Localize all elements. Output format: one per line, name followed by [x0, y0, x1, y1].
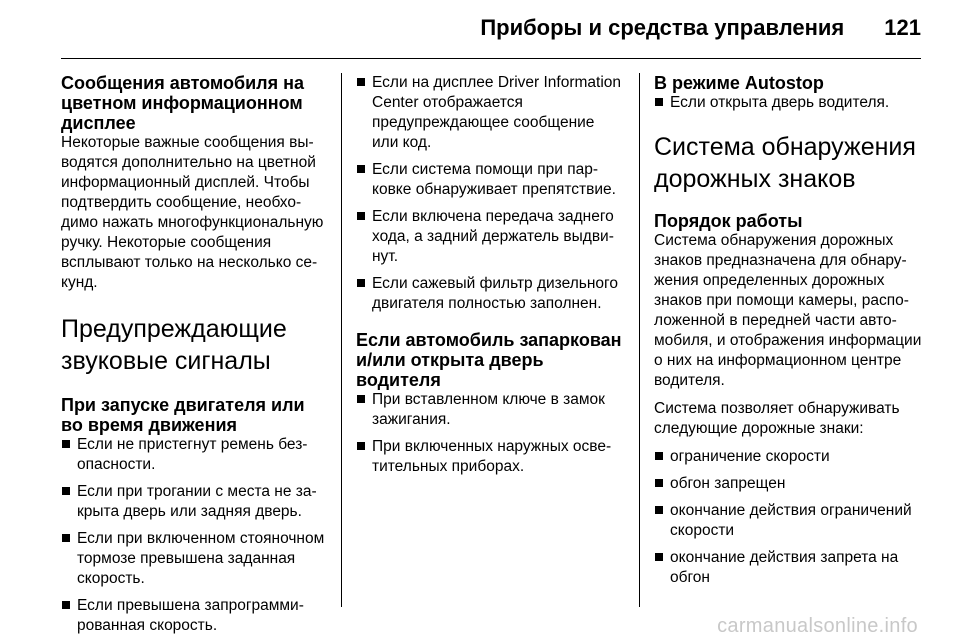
list-item: Если открыта дверь водителя.: [654, 93, 924, 113]
section-heading-color-display: Сообщения автомобиля на цветном информационном дисплее: [61, 73, 304, 133]
watermark: carmanualsonline.info: [717, 615, 918, 637]
header-rule: [61, 58, 921, 59]
page-title: Приборы и средства управления: [480, 15, 845, 40]
list-item: Если сажевый фильтр дизельного двигателя полностью заполнен.: [356, 274, 622, 314]
column-3: [654, 73, 924, 588]
page-header: [0, 8, 921, 48]
list-item: окончание действия запрета на обгон: [654, 548, 924, 588]
list-item: обгон запрещен: [654, 474, 924, 494]
operation-paragraph-2: Система позволяет обнаруживать следующие дорожные знаки:: [654, 400, 900, 437]
column-divider-2: [639, 73, 640, 607]
subsection-heading-operation: Порядок работы: [654, 211, 803, 231]
column-2: [356, 73, 622, 477]
bullet-list-engine-start: [61, 435, 327, 636]
column-1: [61, 73, 327, 636]
subsection-heading-autostop: В режиме Autostop: [654, 73, 824, 93]
list-item: Если включена передача заднего хода, а задний держатель выдвинут.: [356, 207, 622, 267]
bullet-list-continued: [356, 73, 622, 314]
list-item: Если не пристегнут ремень безопасности.: [61, 435, 327, 475]
list-item: Если превышена запрограммированная скорость.: [61, 596, 327, 636]
section-heading-warning-chimes: Предупреждающие звуковые сигналы: [61, 315, 287, 375]
list-item: При включенных наружных осветительных приборах.: [356, 437, 622, 477]
list-item: При вставленном ключе в замок зажигания.: [356, 390, 622, 430]
section-text-color-display: Некоторые важные сообщения выводятся дополнительно на цветной информационный дисплей. Чтобы подтвердить сообщение, необходимо нажать многофункциональную ручку. Некоторые сообщения всплывают только на несколько секунд.: [61, 134, 324, 291]
column-divider-1: [341, 73, 342, 607]
bullet-list-signs: [654, 447, 924, 588]
operation-paragraph-1: Система обнаружения дорожных знаков предназначена для обнаружения определенных дорожных знаков при помощи камеры, расположенной в передней части автомобиля, и отображения информации о них на информационном центре водителя.: [654, 232, 922, 389]
subsection-heading-engine-start: При запуске двигателя или во время движения: [61, 395, 305, 435]
section-heading-traffic-sign-recognition: Система обнаружения дорожных знаков: [654, 133, 916, 193]
bullet-list-autostop: [654, 93, 924, 113]
list-item: Если при трогании с места не закрыта дверь или задняя дверь.: [61, 482, 327, 522]
list-item: Если система помощи при парковке обнаруживает препятствие.: [356, 160, 622, 200]
page-number: 121: [884, 15, 921, 40]
bullet-list-parked: [356, 390, 622, 477]
list-item: Если на дисплее Driver Information Center отображается предупреждающее сообщение или код.: [356, 73, 622, 153]
list-item: окончание действия ограничений скорости: [654, 501, 924, 541]
list-item: ограничение скорости: [654, 447, 924, 467]
subsection-heading-parked: Если автомобиль запаркован и/или открыта дверь водителя: [356, 330, 622, 390]
list-item: Если при включенном стояночном тормозе превышена заданная скорость.: [61, 529, 327, 589]
